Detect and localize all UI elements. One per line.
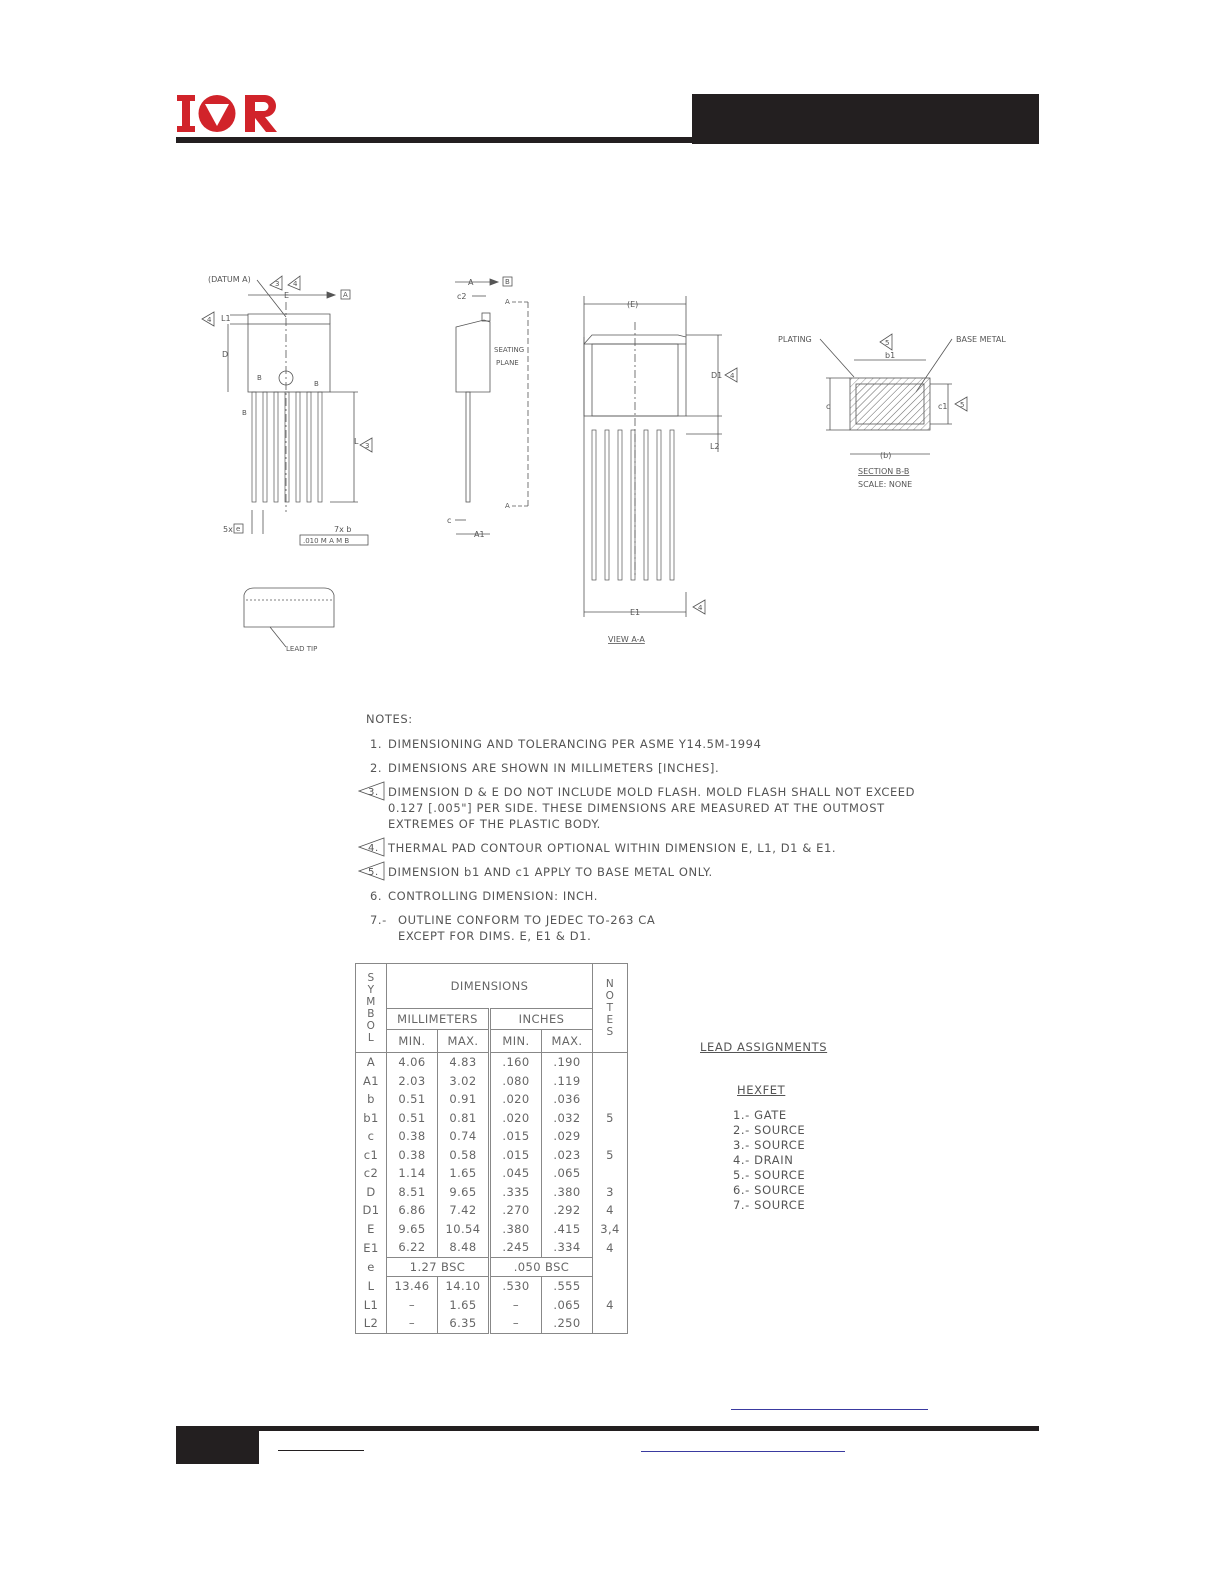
notes-block xyxy=(366,712,926,952)
note-5: 5. DIMENSION b1 AND c1 APPLY TO BASE METAL ONLY. xyxy=(366,864,926,880)
dim-D: D xyxy=(222,350,229,359)
view-B-right: B xyxy=(314,380,319,388)
width-label: 7x b xyxy=(334,525,352,534)
svg-text:4.: 4. xyxy=(368,843,379,854)
dim-D1: D1 xyxy=(711,371,723,380)
note-1: 1. DIMENSIONING AND TOLERANCING PER ASME Y14.5M-1994 xyxy=(370,737,762,751)
note-2: 2. DIMENSIONS ARE SHOWN IN MILLIMETERS [INCHES]. xyxy=(370,761,720,775)
dim-L: L xyxy=(354,437,359,446)
notes-header: N O T E S xyxy=(593,964,628,1053)
svg-text:5.: 5. xyxy=(368,867,379,878)
table-row: E 9.65 10.54 .380 .415 3,4 xyxy=(356,1220,628,1239)
in-header: INCHES xyxy=(490,1009,593,1030)
dim-b-paren: (b) xyxy=(880,451,892,460)
table-row: L1 – 1.65 – .065 4 xyxy=(356,1296,628,1315)
table-row: e 1.27 BSC .050 BSC xyxy=(356,1257,628,1277)
table-row: E1 6.22 8.48 .245 .334 4 xyxy=(356,1238,628,1257)
table-row: L2 – 6.35 – .250 xyxy=(356,1314,628,1333)
dim-b1: b1 xyxy=(885,351,896,360)
table-row: A 4.06 4.83 .160 .190 xyxy=(356,1053,628,1072)
datum-label: (DATUM A) xyxy=(208,275,251,284)
triangle-3-icon xyxy=(358,781,386,801)
list-item: 4.- DRAIN xyxy=(733,1153,794,1167)
list-item: 2.- SOURCE xyxy=(733,1123,806,1137)
dim-L1: L1 xyxy=(221,314,231,323)
footer-rule xyxy=(176,1426,1039,1431)
dim-A1: A1 xyxy=(474,530,485,539)
mm-header: MILLIMETERS xyxy=(387,1009,490,1030)
section-bb xyxy=(778,334,1006,489)
view-B-left: B xyxy=(257,374,262,382)
table-row: b 0.51 0.91 .020 .036 xyxy=(356,1090,628,1109)
symbol-header: S Y M B O L xyxy=(356,964,387,1053)
table-row: c2 1.14 1.65 .045 .065 xyxy=(356,1164,628,1183)
lead-tip-label: LEAD TIP xyxy=(286,645,318,653)
note-6: 6. CONTROLLING DIMENSION: INCH. xyxy=(370,889,598,903)
lead-tip-view xyxy=(244,588,334,653)
dim-c: c xyxy=(447,516,452,525)
table-row: c 0.38 0.74 .015 .029 xyxy=(356,1127,628,1146)
footer-page-block xyxy=(176,1426,259,1464)
dimensions-header: DIMENSIONS xyxy=(387,964,593,1009)
ior-logo xyxy=(177,94,281,134)
triangle-5-icon xyxy=(358,861,386,881)
list-item: 1.- GATE xyxy=(733,1108,787,1122)
view-A-top: A xyxy=(505,298,510,306)
package-outline-drawing xyxy=(190,262,1040,662)
header-rule xyxy=(176,137,692,143)
section-caption: SECTION B-B xyxy=(858,467,910,476)
fcf-text: .010 M A M B xyxy=(303,537,350,545)
plating-label: PLATING xyxy=(778,335,812,344)
note-4b: 4 xyxy=(698,604,703,612)
view-A-bottom: A xyxy=(505,502,510,510)
note-5b: 5 xyxy=(960,401,965,409)
in-max-header: MAX. xyxy=(542,1030,593,1053)
table-row: D1 6.86 7.42 .270 .292 4 xyxy=(356,1201,628,1220)
dim-L2: L2 xyxy=(710,442,720,451)
front-view xyxy=(202,275,372,545)
dim-E1: E1 xyxy=(630,608,641,617)
note-4-left: 4 xyxy=(207,316,212,324)
table-row: D 8.51 9.65 .335 .380 3 xyxy=(356,1183,628,1202)
table-row: b1 0.51 0.81 .020 .032 5 xyxy=(356,1109,628,1128)
pitch-label: 5x xyxy=(223,525,233,534)
table-row: c1 0.38 0.58 .015 .023 5 xyxy=(356,1146,628,1165)
view-aa xyxy=(584,296,737,644)
lead-assignments-title: LEAD ASSIGNMENTS xyxy=(700,1040,828,1054)
datum-box-A: A xyxy=(343,291,348,299)
hexfet-subtitle: HEXFET xyxy=(737,1083,786,1097)
datum-box-B: B xyxy=(505,278,510,286)
dim-c2: c2 xyxy=(457,292,467,301)
svg-text:3.: 3. xyxy=(368,787,379,798)
note-4a: 4 xyxy=(730,372,735,380)
pitch-symbol: e xyxy=(236,525,241,533)
note-4-marker: 4 xyxy=(293,280,298,288)
in-min-header: MIN. xyxy=(490,1030,542,1053)
note-5a: 5 xyxy=(885,339,890,347)
list-item: 6.- SOURCE xyxy=(733,1183,806,1197)
list-item: 3.- SOURCE xyxy=(733,1138,806,1152)
dimensions-table xyxy=(355,963,628,1334)
note-7: 7.- OUTLINE CONFORM TO JEDEC TO-263 CA EXCEPT FOR DIMS. E, E1 & D1. xyxy=(370,913,656,943)
dim-c-section: c xyxy=(826,402,831,411)
list-item: 7.- SOURCE xyxy=(733,1198,806,1212)
lead-list xyxy=(733,1108,805,1213)
mm-max-header: MAX. xyxy=(438,1030,490,1053)
section-scale: SCALE: NONE xyxy=(858,480,913,489)
side-view xyxy=(447,277,528,539)
view-aa-caption: VIEW A-A xyxy=(608,635,645,644)
table-row: L 13.46 14.10 .530 .555 xyxy=(356,1277,628,1296)
note-3: 3. DIMENSION D & E DO NOT INCLUDE MOLD FLASH. MOLD FLASH SHALL NOT EXCEED 0.127 [.005"] PER SIDE. THESE DIMENSIONS ARE MEASURED AT THE OUTMOST EXTREMES OF THE PLASTIC BODY. xyxy=(366,784,926,832)
triangle-4-icon xyxy=(358,837,386,857)
footer-link-underline-2[interactable] xyxy=(641,1451,845,1452)
mm-min-header: MIN. xyxy=(387,1030,438,1053)
section-B: B xyxy=(242,409,247,417)
list-item: 5.- SOURCE xyxy=(733,1168,806,1182)
dim-E-paren: (E) xyxy=(627,300,639,309)
footer-date-underline xyxy=(278,1450,364,1451)
base-metal-label: BASE METAL xyxy=(956,335,1006,344)
seating-plane-2: PLANE xyxy=(496,359,519,367)
notes-title: NOTES: xyxy=(366,712,413,726)
dim-E: E xyxy=(284,291,290,300)
header-title-block xyxy=(692,94,1039,144)
seating-plane-1: SEATING xyxy=(494,346,525,354)
note-4: 4. THERMAL PAD CONTOUR OPTIONAL WITHIN DIMENSION E, L1, D1 & E1. xyxy=(366,840,926,856)
dim-A: A xyxy=(468,278,474,287)
footer-link-underline-1[interactable] xyxy=(731,1409,928,1410)
dim-c1: c1 xyxy=(938,402,948,411)
note-3-marker: 3 xyxy=(275,280,280,288)
table-row: A1 2.03 3.02 .080 .119 xyxy=(356,1072,628,1091)
note-3-L: 3 xyxy=(365,442,370,450)
